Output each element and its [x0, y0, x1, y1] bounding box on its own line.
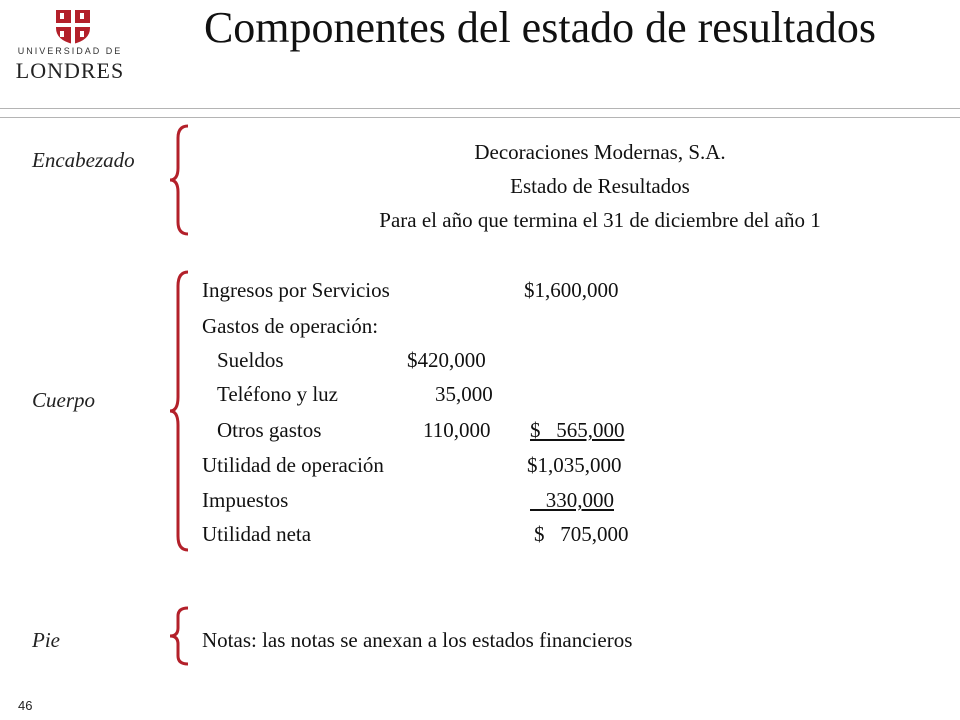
top-divider-secondary [0, 117, 960, 118]
section-label-pie: Pie [32, 628, 60, 652]
company-name: Decoraciones Modernas, S.A. [474, 140, 726, 164]
university-logo [8, 6, 138, 88]
telefono-amount: 35,000 [435, 382, 493, 406]
brace-icon-cuerpo [168, 270, 192, 552]
page-title: Componentes del estado de resultados [203, 3, 877, 52]
gastos-label: Gastos de operación: [202, 314, 379, 338]
statement-period: Para el año que termina el 31 de diciembre del año 1 [379, 208, 821, 232]
sueldos-label: Sueldos [217, 348, 284, 372]
otros-label: Otros gastos [217, 418, 322, 442]
utilidad-neta-amount: $ 705,000 [534, 522, 629, 546]
sueldos-amount: $420,000 [407, 348, 486, 372]
gastos-total: $ 565,000 [530, 418, 625, 442]
logo-subtitle: UNIVERSIDAD DE [17, 46, 123, 56]
ingresos-amount: $1,600,000 [524, 278, 619, 302]
utilidad-neta-label: Utilidad neta [202, 522, 312, 546]
utilidad-operacion-label: Utilidad de operación [202, 453, 384, 477]
top-divider [0, 108, 960, 109]
page-number: 46 [18, 698, 33, 713]
brace-icon-pie [168, 606, 192, 666]
statement-name: Estado de Resultados [510, 174, 690, 198]
section-label-cuerpo: Cuerpo [32, 388, 95, 412]
crest-icon [8, 6, 138, 46]
telefono-label: Teléfono y luz [217, 382, 338, 406]
logo-name: LONDRES [15, 58, 125, 83]
ingresos-label: Ingresos por Servicios [202, 278, 390, 302]
otros-amount: 110,000 [423, 418, 491, 442]
impuestos-label: Impuestos [202, 488, 289, 512]
section-label-encabezado: Encabezado [32, 148, 135, 172]
brace-icon-encabezado [168, 124, 192, 236]
utilidad-operacion-amount: $1,035,000 [527, 453, 622, 477]
impuestos-amount: 330,000 [530, 488, 614, 512]
footer-notes: Notas: las notas se anexan a los estados financieros [202, 628, 633, 652]
